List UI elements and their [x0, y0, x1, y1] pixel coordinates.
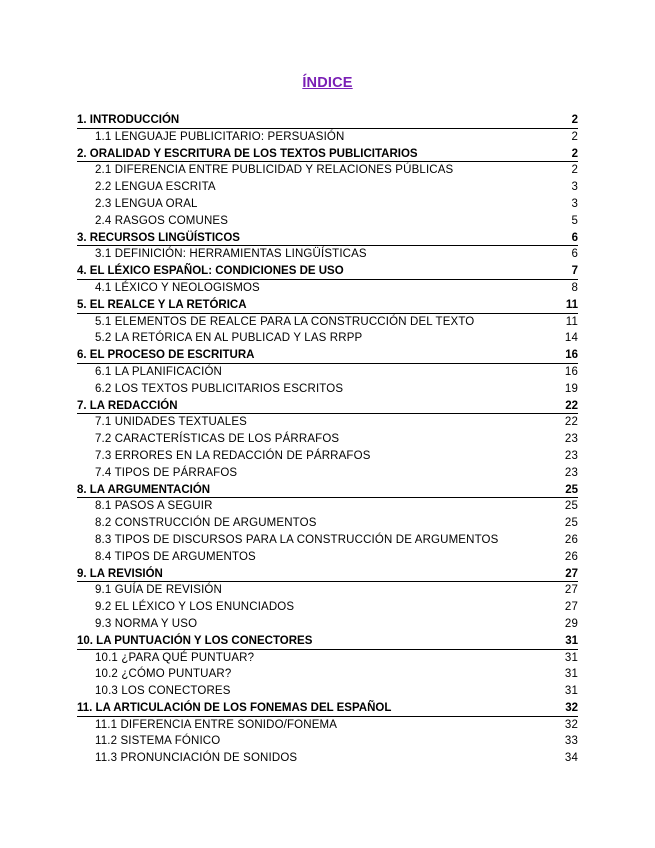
toc-subsection-label: 5.1 ELEMENTOS DE REALCE PARA LA CONSTRUCCIÓN DEL TEXTO	[95, 315, 475, 328]
toc-subsection-label: 3.1 DEFINICIÓN: HERRAMIENTAS LINGÜÍSTICAS	[95, 248, 367, 261]
toc-subsection-page-number: 11	[565, 315, 578, 328]
toc-subsection-label: 7.1 UNIDADES TEXTUALES	[95, 416, 247, 429]
toc-subsection-label: 10.2 ¿CÓMO PUNTUAR?	[95, 668, 232, 681]
toc-subsection-label: 2.4 RASGOS COMUNES	[95, 214, 229, 227]
toc-subsection-entry[interactable]	[77, 431, 578, 448]
toc-section-page-number: 25	[565, 483, 578, 496]
toc-section-entry[interactable]	[77, 482, 578, 499]
toc-section-label: 8. LA ARGUMENTACIÓN	[77, 483, 211, 496]
toc-subsection-label: 9.3 NORMA Y USO	[95, 617, 198, 630]
toc-section-label: 4. EL LÉXICO ESPAÑOL: CONDICIONES DE USO	[77, 265, 344, 278]
toc-subsection-entry[interactable]	[77, 196, 578, 213]
toc-section-entry[interactable]	[77, 398, 578, 415]
toc-title-link[interactable]: ÍNDICE	[302, 75, 353, 91]
toc-section-entry[interactable]	[77, 633, 578, 650]
toc-section-page-number: 27	[565, 567, 578, 580]
toc-section-label: 9. LA REVISIÓN	[77, 567, 163, 580]
toc-subsection-entry[interactable]	[77, 650, 578, 667]
toc-subsection-page-number: 29	[564, 617, 578, 630]
toc-section-page-number: 11	[565, 298, 578, 311]
toc-section-entry[interactable]	[77, 263, 578, 280]
toc-section-label: 6. EL PROCESO DE ESCRITURA	[77, 349, 255, 362]
toc-subsection-page-number: 26	[564, 533, 578, 546]
toc-subsection-entry[interactable]	[77, 616, 578, 633]
toc-subsection-label: 8.3 TIPOS DE DISCURSOS PARA LA CONSTRUCCIÓN DE ARGUMENTOS	[95, 533, 499, 546]
toc-subsection-page-number: 2	[571, 164, 578, 177]
toc-section-entry[interactable]	[77, 297, 578, 314]
toc-section-label: 7. LA REDACCIÓN	[77, 399, 178, 412]
toc-subsection-page-number: 25	[564, 500, 578, 513]
toc-subsection-entry[interactable]	[77, 515, 578, 532]
toc-subsection-page-number: 32	[564, 718, 578, 731]
toc-subsection-label: 7.4 TIPOS DE PÁRRAFOS	[95, 466, 238, 479]
toc-subsection-entry[interactable]	[77, 599, 578, 616]
toc-subsection-page-number: 25	[564, 517, 578, 530]
toc-subsection-entry[interactable]	[77, 381, 578, 398]
toc-section-page-number: 7	[571, 265, 578, 278]
toc-section-label: 10. LA PUNTUACIÓN Y LOS CONECTORES	[77, 634, 313, 647]
toc-subsection-label: 8.4 TIPOS DE ARGUMENTOS	[95, 550, 256, 563]
toc-subsection-page-number: 16	[564, 365, 578, 378]
toc-subsection-page-number: 33	[564, 735, 578, 748]
toc-subsection-label: 7.2 CARACTERÍSTICAS DE LOS PÁRRAFOS	[95, 433, 340, 446]
toc-subsection-label: 5.2 LA RETÓRICA EN AL PUBLICAD Y LAS RRPP	[95, 332, 363, 345]
toc-subsection-page-number: 19	[564, 382, 578, 395]
toc-subsection-entry[interactable]	[77, 162, 578, 179]
toc-section-label: 2. ORALIDAD Y ESCRITURA DE LOS TEXTOS PUBLICITARIOS	[77, 147, 418, 160]
toc-subsection-page-number: 6	[571, 248, 578, 261]
toc-subsection-label: 11.3 PRONUNCIACIÓN DE SONIDOS	[95, 752, 298, 765]
toc-subsection-label: 2.3 LENGUA ORAL	[95, 197, 198, 210]
toc-subsection-label: 6.2 LOS TEXTOS PUBLICITARIOS ESCRITOS	[95, 382, 344, 395]
toc-subsection-entry[interactable]	[77, 179, 578, 196]
toc-subsection-label: 8.2 CONSTRUCCIÓN DE ARGUMENTOS	[95, 517, 317, 530]
toc-section-entry[interactable]	[77, 566, 578, 583]
toc-subsection-page-number: 23	[564, 466, 578, 479]
toc-subsection-entry[interactable]	[77, 246, 578, 263]
toc-section-page-number: 32	[565, 701, 578, 714]
toc-section-label: 3. RECURSOS LINGÜÍSTICOS	[77, 231, 240, 244]
toc-section-page-number: 2	[571, 114, 578, 126]
toc-subsection-page-number: 14	[564, 332, 578, 345]
toc-subsection-entry[interactable]	[77, 448, 578, 465]
toc-subsection-entry[interactable]	[77, 498, 578, 515]
toc-section-page-number: 2	[571, 147, 578, 160]
toc-subsection-page-number: 23	[564, 433, 578, 446]
toc-section-label: 1. INTRODUCCIÓN	[77, 114, 180, 126]
toc-subsection-entry[interactable]	[77, 666, 578, 683]
table-of-contents	[77, 112, 578, 767]
toc-subsection-entry[interactable]	[77, 280, 578, 297]
toc-subsection-entry[interactable]	[77, 717, 578, 734]
toc-section-page-number: 31	[565, 634, 578, 647]
toc-subsection-page-number: 8	[571, 281, 578, 294]
toc-subsection-page-number: 2	[571, 130, 578, 143]
toc-subsection-entry[interactable]	[77, 129, 578, 146]
toc-subsection-entry[interactable]	[77, 364, 578, 381]
toc-subsection-entry[interactable]	[77, 683, 578, 700]
toc-subsection-page-number: 34	[564, 752, 578, 765]
toc-subsection-entry[interactable]	[77, 549, 578, 566]
toc-subsection-page-number: 22	[564, 416, 578, 429]
toc-subsection-page-number: 23	[564, 449, 578, 462]
toc-subsection-label: 7.3 ERRORES EN LA REDACCIÓN DE PÁRRAFOS	[95, 449, 371, 462]
toc-subsection-label: 2.1 DIFERENCIA ENTRE PUBLICIDAD Y RELACIONES PÚBLICAS	[95, 164, 454, 177]
toc-subsection-entry[interactable]	[77, 582, 578, 599]
toc-subsection-label: 8.1 PASOS A SEGUIR	[95, 500, 213, 513]
toc-subsection-entry[interactable]	[77, 213, 578, 230]
toc-subsection-label: 4.1 LÉXICO Y NEOLOGISMOS	[95, 281, 260, 294]
toc-subsection-entry[interactable]	[77, 414, 578, 431]
toc-subsection-label: 11.2 SISTEMA FÓNICO	[95, 735, 221, 748]
toc-section-page-number: 6	[571, 231, 578, 244]
toc-subsection-page-number: 27	[564, 601, 578, 614]
toc-section-label: 11. LA ARTICULACIÓN DE LOS FONEMAS DEL ESPAÑOL	[77, 701, 392, 714]
toc-section-entry[interactable]	[77, 112, 578, 129]
toc-subsection-label: 11.1 DIFERENCIA ENTRE SONIDO/FONEMA	[95, 718, 338, 731]
toc-section-entry[interactable]	[77, 347, 578, 364]
toc-subsection-page-number: 3	[571, 197, 578, 210]
toc-subsection-entry[interactable]	[77, 330, 578, 347]
toc-section-entry[interactable]	[77, 230, 578, 247]
toc-subsection-label: 10.1 ¿PARA QUÉ PUNTUAR?	[95, 651, 255, 664]
toc-subsection-page-number: 5	[571, 214, 578, 227]
toc-section-label: 5. EL REALCE Y LA RETÓRICA	[77, 298, 247, 311]
toc-subsection-page-number: 3	[571, 181, 578, 194]
toc-subsection-label: 9.1 GUÍA DE REVISIÓN	[95, 584, 222, 597]
toc-subsection-entry[interactable]	[77, 532, 578, 549]
toc-subsection-label: 9.2 EL LÉXICO Y LOS ENUNCIADOS	[95, 601, 295, 614]
toc-subsection-label: 6.1 LA PLANIFICACIÓN	[95, 365, 222, 378]
toc-section-entry[interactable]	[77, 146, 578, 163]
toc-subsection-label: 1.1 LENGUAJE PUBLICITARIO: PERSUASIÓN	[95, 130, 345, 143]
toc-subsection-page-number: 31	[564, 685, 578, 698]
toc-subsection-entry[interactable]	[77, 465, 578, 482]
toc-section-page-number: 22	[565, 399, 578, 412]
toc-subsection-entry[interactable]	[77, 733, 578, 750]
toc-subsection-page-number: 31	[564, 668, 578, 681]
toc-subsection-page-number: 26	[564, 550, 578, 563]
toc-section-entry[interactable]	[77, 700, 578, 717]
toc-section-page-number: 16	[565, 349, 578, 362]
toc-subsection-label: 2.2 LENGUA ESCRITA	[95, 181, 216, 194]
toc-subsection-entry[interactable]	[77, 314, 578, 331]
toc-subsection-entry[interactable]	[77, 750, 578, 767]
toc-subsection-page-number: 31	[564, 651, 578, 664]
toc-subsection-page-number: 27	[564, 584, 578, 597]
toc-subsection-label: 10.3 LOS CONECTORES	[95, 685, 231, 698]
